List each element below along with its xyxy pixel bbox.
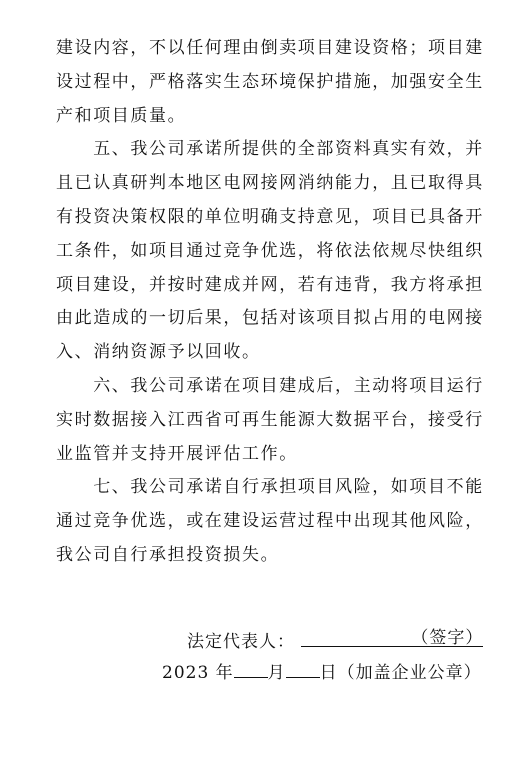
text-line: 产和项目质量。 xyxy=(56,105,187,126)
text-line: 我公司自行承担投资损失。 xyxy=(56,544,280,565)
text-line: 且已认真研判本地区电网接网消纳能力，且已取得具 xyxy=(56,173,484,194)
text-line: 设过程中，严格落实生态环境保护措施，加强安全生 xyxy=(56,71,484,92)
text-line: 入、消纳资源予以回收。 xyxy=(56,342,261,363)
paragraph-item-7 xyxy=(56,471,486,572)
paragraph-continuation xyxy=(56,32,486,133)
text-line: 建设内容，不以任何理由倒卖项目建设资格；项目建 xyxy=(56,38,484,58)
text-line: 有投资决策权限的单位明确支持意见，项目已具备开 xyxy=(56,206,484,227)
text-line: 工条件，如项目通过竞争优选，将依法依规尽快组织 xyxy=(56,240,484,261)
date-year: 2023 年 xyxy=(162,663,234,683)
month-blank xyxy=(234,663,268,678)
text-line: 五、我公司承诺所提供的全部资料真实有效，并 xyxy=(56,139,484,160)
text-line: 七、我公司承诺自行承担项目风险，如项目不能 xyxy=(56,477,484,498)
text-line: 实时数据接入江西省可再生能源大数据平台，接受行 xyxy=(56,409,484,430)
text-line: 通过竞争优选，或在建设运营过程中出现其他风险， xyxy=(56,511,484,532)
signature-blank xyxy=(301,628,484,648)
paragraph-item-6 xyxy=(56,370,486,471)
sign-note: （签字） xyxy=(411,628,484,648)
date-day-unit: 日 xyxy=(319,663,338,683)
text-line: 项目建设，并按时建成并网，若有违背，我方将承担 xyxy=(56,274,484,295)
text-line: 由此造成的一切后果，包括对该项目拟占用的电网接 xyxy=(56,308,484,329)
date-line xyxy=(162,663,482,683)
legal-representative-line xyxy=(187,628,484,652)
date-month-unit: 月 xyxy=(267,663,286,683)
day-blank xyxy=(286,663,320,678)
commitment-body xyxy=(56,32,486,573)
text-line: 六、我公司承诺在项目建成后，主动将项目运行 xyxy=(56,375,484,396)
seal-note: （加盖企业公章） xyxy=(337,663,482,683)
legal-representative-label: 法定代表人： xyxy=(187,632,295,652)
text-line: 业监管并支持开展评估工作。 xyxy=(56,443,298,464)
paragraph-item-5 xyxy=(56,133,486,370)
